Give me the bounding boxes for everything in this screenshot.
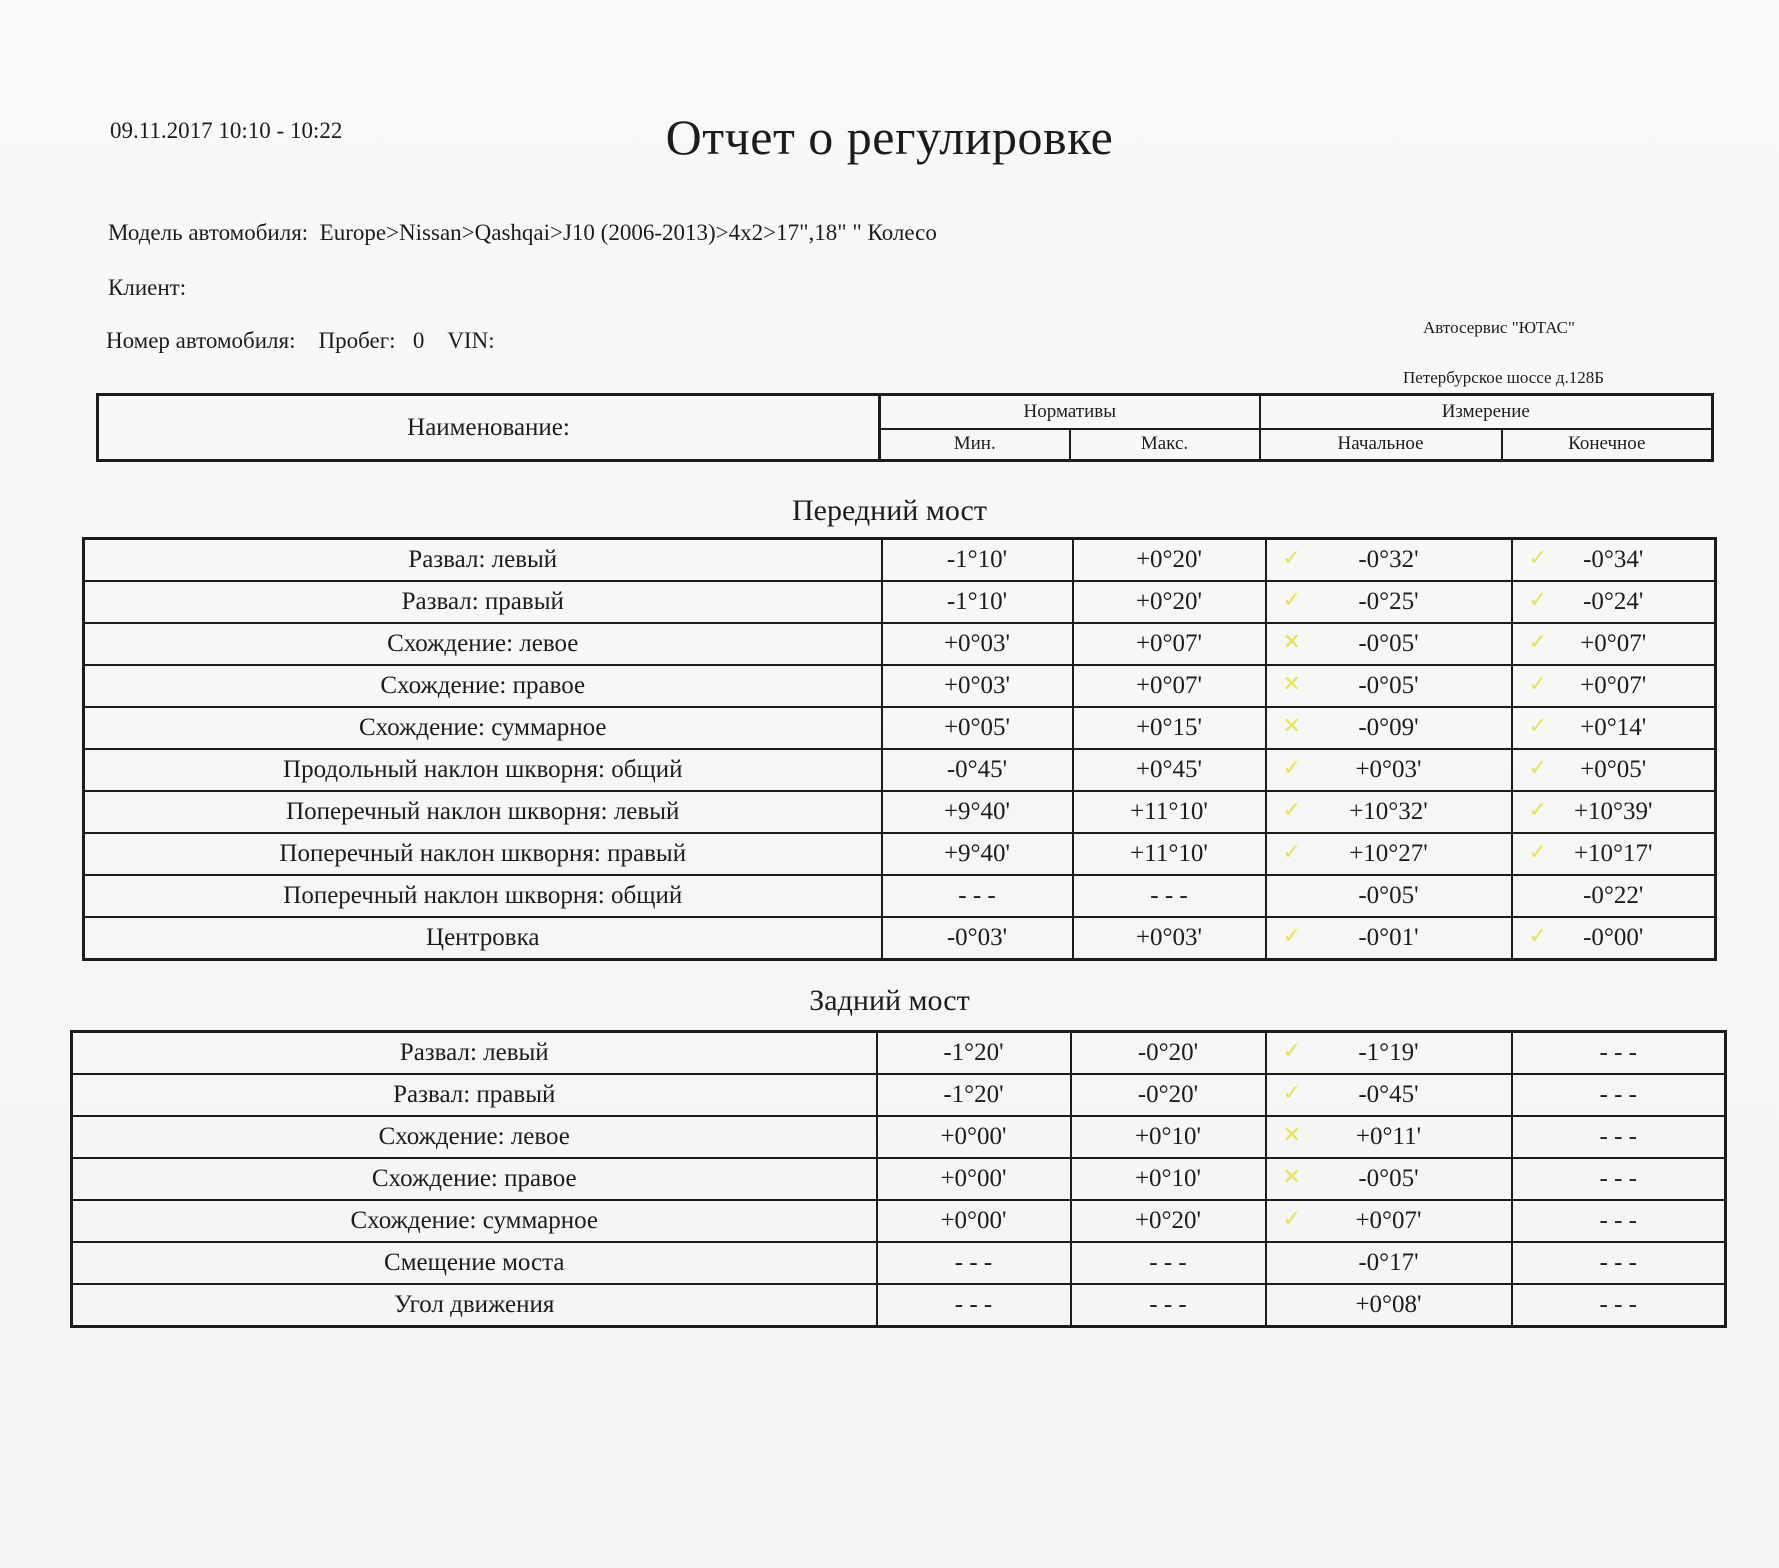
table-row [84,791,1716,833]
final-value-text: - - - [1599,1123,1637,1150]
max-value: +11°10' [1073,791,1266,833]
final-value-text: - - - [1599,1165,1637,1192]
max-value: +0°10' [1071,1158,1266,1200]
initial-value-text: -0°05' [1358,630,1419,657]
max-value: +0°20' [1073,581,1266,623]
table-row [84,581,1716,623]
initial-value [1266,1284,1512,1327]
min-value: -1°20' [877,1074,1071,1116]
initial-value-text: +0°11' [1355,1123,1422,1150]
vin-label: VIN: [447,328,495,353]
min-value: - - - [877,1242,1071,1284]
status-mark-icon: ✕ [1282,630,1301,655]
status-mark-icon: ✓ [1282,1039,1301,1064]
final-value [1512,791,1716,833]
final-value [1512,917,1716,960]
status-mark-icon: ✓ [1528,630,1547,655]
final-value [1512,665,1716,707]
initial-value-text: -0°05' [1358,672,1419,699]
status-mark-icon: ✓ [1282,588,1301,613]
max-value: -0°20' [1071,1074,1266,1116]
status-mark-icon: ✓ [1282,924,1301,949]
header-table [96,393,1714,462]
min-value: +0°03' [882,665,1073,707]
service-address: Петербурское шоссе д.128Б [1403,368,1605,387]
initial-value [1266,1242,1512,1284]
row-label: Поперечный наклон шкворня: правый [84,833,882,875]
min-header: Мин. [880,429,1070,461]
initial-value-text: +0°07' [1355,1207,1422,1234]
initial-value [1266,1158,1512,1200]
final-value [1512,581,1716,623]
min-value: - - - [882,875,1073,917]
table-row [72,1032,1726,1075]
final-value-text: - - - [1599,1291,1637,1318]
initial-value-text: -0°32' [1358,546,1419,573]
initial-value-text: +0°03' [1355,756,1422,783]
max-value: - - - [1071,1284,1266,1327]
table-row [84,623,1716,665]
table-row [84,749,1716,791]
initial-value [1266,539,1512,582]
status-mark-icon: ✓ [1528,840,1547,865]
initial-value-text: -1°19' [1358,1039,1419,1066]
status-mark-icon: ✓ [1282,798,1301,823]
max-value: +0°07' [1073,623,1266,665]
final-header: Конечное [1502,429,1713,461]
row-label: Схождение: правое [84,665,882,707]
final-value-text: -0°22' [1583,882,1644,909]
plate-label: Номер автомобиля: [106,328,296,353]
final-value-text: +0°07' [1580,630,1647,657]
initial-value-text: +10°27' [1349,840,1428,867]
table-row [72,1200,1726,1242]
initial-value-text: -0°05' [1358,882,1419,909]
initial-value [1266,623,1512,665]
status-mark-icon: ✕ [1282,1165,1301,1190]
max-value: - - - [1073,875,1266,917]
initial-value-text: -0°09' [1358,714,1419,741]
front-axle-table [82,537,1717,961]
min-value: -1°20' [877,1032,1071,1075]
final-value-text: - - - [1599,1039,1637,1066]
rear-axle-title: Задний мост [809,984,970,1017]
row-label: Развал: правый [72,1074,877,1116]
row-label: Центровка [84,917,882,960]
row-label: Схождение: суммарное [72,1200,877,1242]
final-value [1512,875,1716,917]
status-mark-icon: ✓ [1528,798,1547,823]
model-value: Europe>Nissan>Qashqai>J10 (2006-2013)>4x2>17",18" " Колесо [319,220,937,245]
table-row [72,1074,1726,1116]
final-value [1512,1116,1726,1158]
status-mark-icon: ✓ [1528,546,1547,571]
final-value [1512,1284,1726,1327]
service-name: Автосервис "ЮТАС" [1423,318,1575,337]
status-mark-icon: ✓ [1528,756,1547,781]
initial-value [1266,875,1512,917]
min-value: +0°00' [877,1158,1071,1200]
row-label: Поперечный наклон шкворня: левый [84,791,882,833]
initial-value [1266,1074,1512,1116]
row-label: Схождение: суммарное [84,707,882,749]
min-value: -1°10' [882,539,1073,582]
rear-axle-table [70,1030,1727,1328]
initial-header: Начальное [1260,429,1502,461]
table-row [72,1116,1726,1158]
final-value-text: - - - [1599,1081,1637,1108]
final-value-text: -0°00' [1583,924,1644,951]
max-value: - - - [1071,1242,1266,1284]
final-value-text: +10°17' [1573,840,1653,867]
status-mark-icon: ✓ [1282,546,1301,571]
min-value: +0°00' [877,1116,1071,1158]
table-row [72,1158,1726,1200]
final-value-text: - - - [1599,1249,1637,1276]
initial-value-text: +0°08' [1355,1291,1422,1318]
initial-value-text: -0°17' [1358,1249,1419,1276]
vehicle-line [106,328,495,354]
max-value: +0°20' [1073,539,1266,582]
initial-value [1266,707,1512,749]
max-value: +0°45' [1073,749,1266,791]
mileage-value: 0 [412,328,425,353]
report-datetime: 09.11.2017 10:10 - 10:22 [110,118,343,143]
table-row [72,1242,1726,1284]
min-value: +0°00' [877,1200,1071,1242]
max-value: +0°07' [1073,665,1266,707]
final-value [1512,1032,1726,1075]
col-name-header: Наименование: [98,395,880,461]
initial-value-text: -0°05' [1358,1165,1419,1192]
model-line [108,220,937,246]
initial-value-text: -0°45' [1358,1081,1419,1108]
max-value: +11°10' [1073,833,1266,875]
final-value [1512,1242,1726,1284]
table-row [84,665,1716,707]
status-mark-icon: ✓ [1282,1207,1301,1232]
min-value: +0°05' [882,707,1073,749]
row-label: Развал: правый [84,581,882,623]
table-row [84,875,1716,917]
status-mark-icon: ✓ [1282,756,1301,781]
final-value [1512,539,1716,582]
min-value: +9°40' [882,791,1073,833]
final-value [1512,1074,1726,1116]
initial-value-text: -0°01' [1358,924,1419,951]
min-value: - - - [877,1284,1071,1327]
initial-value [1266,1032,1512,1075]
row-label: Развал: левый [72,1032,877,1075]
final-value [1512,1158,1726,1200]
initial-value-text: +10°32' [1349,798,1428,825]
client-label: Клиент: [108,275,187,300]
status-mark-icon: ✓ [1282,1081,1301,1106]
max-header: Макс. [1070,429,1260,461]
max-value: +0°15' [1073,707,1266,749]
row-label: Схождение: правое [72,1158,877,1200]
norms-header: Нормативы [880,395,1260,429]
measure-header: Измерение [1260,395,1713,429]
status-mark-icon: ✓ [1528,672,1547,697]
final-value-text: +0°07' [1580,672,1647,699]
table-row [84,917,1716,960]
initial-value [1266,1116,1512,1158]
max-value: +0°03' [1073,917,1266,960]
status-mark-icon: ✓ [1528,924,1547,949]
final-value [1512,623,1716,665]
mileage-label: Пробег: [318,328,396,353]
row-label: Продольный наклон шкворня: общий [84,749,882,791]
max-value: +0°10' [1071,1116,1266,1158]
max-value: +0°20' [1071,1200,1266,1242]
front-axle-title: Передний мост [792,494,987,527]
min-value: -0°45' [882,749,1073,791]
final-value-text: -0°34' [1583,546,1644,573]
min-value: -1°10' [882,581,1073,623]
min-value: +9°40' [882,833,1073,875]
initial-value [1266,665,1512,707]
min-value: -0°03' [882,917,1073,960]
status-mark-icon: ✕ [1282,714,1301,739]
row-label: Смещение моста [72,1242,877,1284]
status-mark-icon: ✕ [1282,672,1301,697]
table-row [84,539,1716,582]
final-value [1512,833,1716,875]
row-label: Угол движения [72,1284,877,1327]
final-value-text: +0°14' [1580,714,1647,741]
status-mark-icon: ✓ [1528,588,1547,613]
initial-value [1266,1200,1512,1242]
row-label: Развал: левый [84,539,882,582]
initial-value [1266,791,1512,833]
row-label: Схождение: левое [84,623,882,665]
final-value-text: +0°05' [1580,756,1647,783]
final-value-text: - - - [1599,1207,1637,1234]
max-value: -0°20' [1071,1032,1266,1075]
row-label: Поперечный наклон шкворня: общий [84,875,882,917]
final-value [1512,749,1716,791]
initial-value [1266,581,1512,623]
final-value [1512,1200,1726,1242]
final-value-text: -0°24' [1583,588,1644,615]
final-value [1512,707,1716,749]
table-row [84,833,1716,875]
status-mark-icon: ✓ [1528,714,1547,739]
initial-value-text: -0°25' [1358,588,1419,615]
status-mark-icon: ✓ [1282,840,1301,865]
min-value: +0°03' [882,623,1073,665]
final-value-text: +10°39' [1573,798,1653,825]
initial-value [1266,749,1512,791]
model-label: Модель автомобиля: [108,220,309,245]
initial-value [1266,917,1512,960]
row-label: Схождение: левое [72,1116,877,1158]
table-row [84,707,1716,749]
initial-value [1266,833,1512,875]
report-title: Отчет о регулировке [665,109,1114,165]
table-row [72,1284,1726,1327]
status-mark-icon: ✕ [1282,1123,1301,1148]
